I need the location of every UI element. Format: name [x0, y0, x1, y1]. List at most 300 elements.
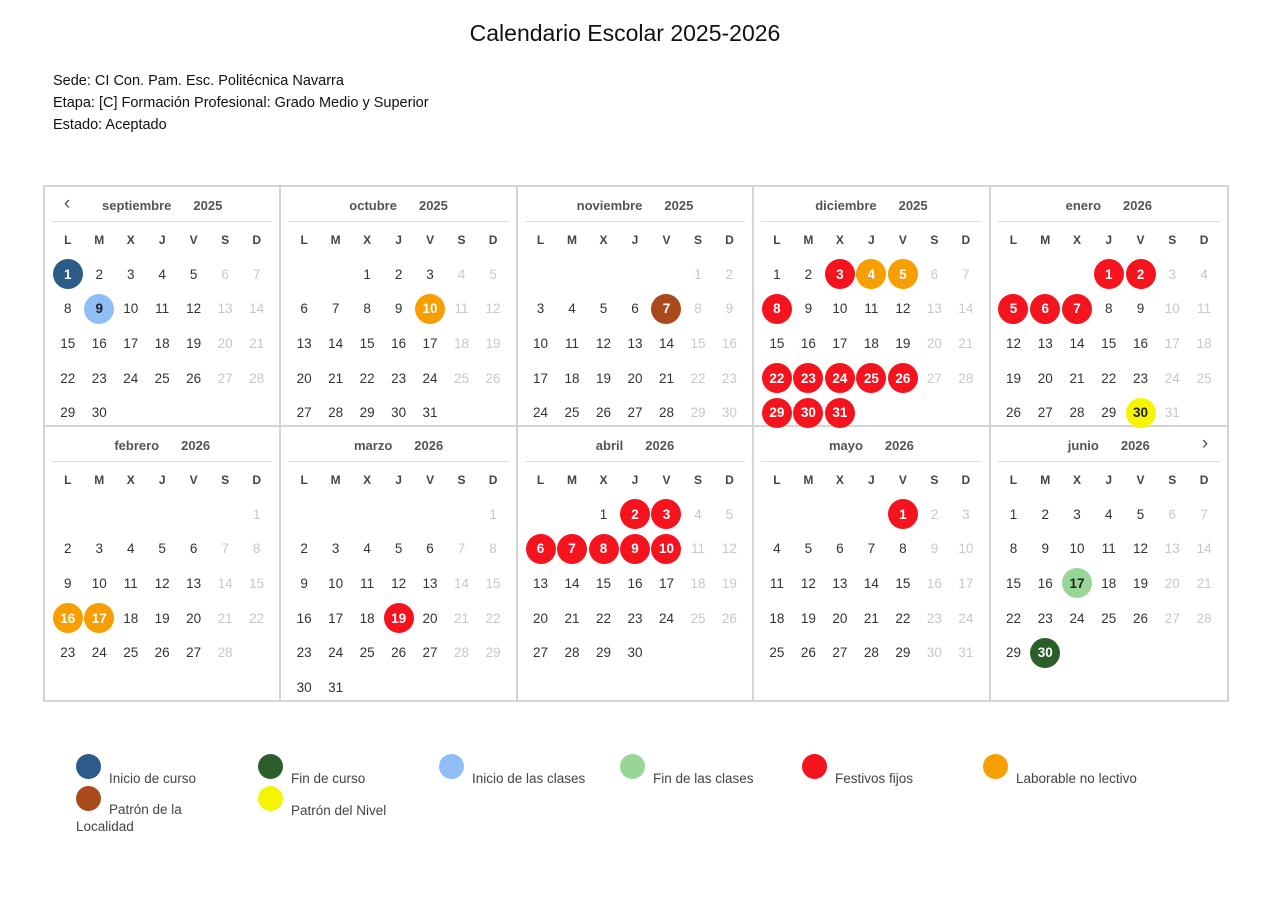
day-cell[interactable] — [115, 635, 146, 670]
day-cell[interactable] — [761, 635, 792, 670]
day-cell[interactable] — [1188, 257, 1220, 292]
day-cell[interactable] — [209, 601, 240, 636]
day-cell[interactable] — [1029, 395, 1061, 430]
day-cell[interactable] — [83, 292, 114, 327]
day-cell[interactable] — [146, 566, 177, 601]
day-cell[interactable] — [351, 601, 382, 636]
day-cell[interactable] — [414, 532, 445, 567]
day-cell[interactable] — [1188, 532, 1220, 567]
day-cell[interactable] — [950, 532, 981, 567]
day-cell[interactable] — [146, 257, 177, 292]
day-cell[interactable] — [998, 395, 1030, 430]
day-cell[interactable] — [446, 566, 477, 601]
day-cell[interactable] — [414, 395, 445, 430]
day-cell[interactable] — [241, 326, 272, 361]
day-cell[interactable] — [761, 601, 792, 636]
day-cell[interactable] — [619, 566, 650, 601]
day-cell[interactable] — [619, 635, 650, 670]
day-cell[interactable] — [178, 566, 209, 601]
day-cell[interactable] — [288, 566, 319, 601]
day-cell[interactable] — [919, 326, 950, 361]
day-cell[interactable] — [146, 361, 177, 396]
day-cell[interactable] — [1093, 257, 1125, 292]
prev-month-icon[interactable]: ‹ — [63, 193, 71, 214]
day-cell[interactable] — [446, 257, 477, 292]
day-cell[interactable] — [320, 361, 351, 396]
day-cell[interactable] — [1125, 497, 1157, 532]
day-cell[interactable] — [556, 361, 587, 396]
day-cell[interactable] — [824, 361, 855, 396]
day-cell[interactable] — [619, 326, 650, 361]
day-cell[interactable] — [793, 635, 824, 670]
day-cell[interactable] — [887, 497, 918, 532]
day-cell[interactable] — [115, 361, 146, 396]
day-cell[interactable] — [414, 566, 445, 601]
day-cell[interactable] — [241, 292, 272, 327]
day-cell[interactable] — [714, 497, 745, 532]
day-cell[interactable] — [856, 292, 887, 327]
day-cell[interactable] — [682, 395, 713, 430]
day-cell[interactable] — [1029, 292, 1061, 327]
day-cell[interactable] — [919, 292, 950, 327]
day-cell[interactable] — [178, 292, 209, 327]
day-cell[interactable] — [887, 292, 918, 327]
day-cell[interactable] — [288, 532, 319, 567]
day-cell[interactable] — [887, 257, 918, 292]
day-cell[interactable] — [887, 601, 918, 636]
day-cell[interactable] — [115, 292, 146, 327]
day-cell[interactable] — [288, 395, 319, 430]
day-cell[interactable] — [998, 497, 1030, 532]
day-cell[interactable] — [477, 566, 508, 601]
day-cell[interactable] — [115, 326, 146, 361]
day-cell[interactable] — [383, 326, 414, 361]
day-cell[interactable] — [714, 601, 745, 636]
day-cell[interactable] — [477, 326, 508, 361]
day-cell[interactable] — [856, 257, 887, 292]
day-cell[interactable] — [824, 635, 855, 670]
day-cell[interactable] — [1156, 601, 1188, 636]
day-cell[interactable] — [1125, 566, 1157, 601]
day-cell[interactable] — [588, 292, 619, 327]
day-cell[interactable] — [1188, 326, 1220, 361]
day-cell[interactable] — [414, 257, 445, 292]
day-cell[interactable] — [556, 395, 587, 430]
day-cell[interactable] — [588, 395, 619, 430]
day-cell[interactable] — [115, 566, 146, 601]
day-cell[interactable] — [619, 361, 650, 396]
day-cell[interactable] — [52, 395, 83, 430]
day-cell[interactable] — [887, 326, 918, 361]
day-cell[interactable] — [1061, 566, 1093, 601]
day-cell[interactable] — [446, 326, 477, 361]
day-cell[interactable] — [146, 532, 177, 567]
day-cell[interactable] — [351, 532, 382, 567]
day-cell[interactable] — [414, 292, 445, 327]
day-cell[interactable] — [1156, 497, 1188, 532]
day-cell[interactable] — [1188, 292, 1220, 327]
day-cell[interactable] — [477, 257, 508, 292]
day-cell[interactable] — [209, 292, 240, 327]
day-cell[interactable] — [651, 361, 682, 396]
day-cell[interactable] — [793, 532, 824, 567]
day-cell[interactable] — [320, 395, 351, 430]
day-cell[interactable] — [83, 601, 114, 636]
day-cell[interactable] — [1156, 257, 1188, 292]
day-cell[interactable] — [1061, 292, 1093, 327]
day-cell[interactable] — [1093, 361, 1125, 396]
day-cell[interactable] — [1061, 497, 1093, 532]
day-cell[interactable] — [320, 326, 351, 361]
day-cell[interactable] — [446, 361, 477, 396]
day-cell[interactable] — [1156, 566, 1188, 601]
day-cell[interactable] — [525, 635, 556, 670]
day-cell[interactable] — [588, 326, 619, 361]
day-cell[interactable] — [588, 532, 619, 567]
day-cell[interactable] — [919, 601, 950, 636]
day-cell[interactable] — [446, 635, 477, 670]
day-cell[interactable] — [1188, 601, 1220, 636]
day-cell[interactable] — [1093, 497, 1125, 532]
day-cell[interactable] — [320, 566, 351, 601]
day-cell[interactable] — [209, 635, 240, 670]
day-cell[interactable] — [115, 601, 146, 636]
day-cell[interactable] — [682, 257, 713, 292]
day-cell[interactable] — [83, 361, 114, 396]
day-cell[interactable] — [1029, 497, 1061, 532]
day-cell[interactable] — [525, 292, 556, 327]
day-cell[interactable] — [288, 635, 319, 670]
day-cell[interactable] — [761, 326, 792, 361]
day-cell[interactable] — [588, 635, 619, 670]
day-cell[interactable] — [525, 361, 556, 396]
day-cell[interactable] — [1093, 532, 1125, 567]
day-cell[interactable] — [146, 601, 177, 636]
day-cell[interactable] — [1061, 601, 1093, 636]
day-cell[interactable] — [1029, 635, 1061, 670]
day-cell[interactable] — [320, 670, 351, 705]
day-cell[interactable] — [178, 601, 209, 636]
day-cell[interactable] — [52, 635, 83, 670]
day-cell[interactable] — [651, 326, 682, 361]
day-cell[interactable] — [178, 532, 209, 567]
day-cell[interactable] — [477, 361, 508, 396]
day-cell[interactable] — [241, 497, 272, 532]
next-month-icon[interactable]: › — [1201, 433, 1209, 454]
day-cell[interactable] — [824, 601, 855, 636]
day-cell[interactable] — [950, 635, 981, 670]
day-cell[interactable] — [824, 326, 855, 361]
day-cell[interactable] — [793, 257, 824, 292]
day-cell[interactable] — [824, 566, 855, 601]
day-cell[interactable] — [351, 395, 382, 430]
day-cell[interactable] — [383, 292, 414, 327]
day-cell[interactable] — [998, 532, 1030, 567]
day-cell[interactable] — [887, 361, 918, 396]
day-cell[interactable] — [682, 566, 713, 601]
day-cell[interactable] — [178, 326, 209, 361]
day-cell[interactable] — [383, 361, 414, 396]
day-cell[interactable] — [383, 395, 414, 430]
day-cell[interactable] — [351, 257, 382, 292]
day-cell[interactable] — [651, 395, 682, 430]
day-cell[interactable] — [856, 532, 887, 567]
day-cell[interactable] — [446, 292, 477, 327]
day-cell[interactable] — [793, 601, 824, 636]
day-cell[interactable] — [1156, 326, 1188, 361]
day-cell[interactable] — [824, 532, 855, 567]
day-cell[interactable] — [919, 257, 950, 292]
day-cell[interactable] — [793, 361, 824, 396]
day-cell[interactable] — [919, 635, 950, 670]
day-cell[interactable] — [320, 532, 351, 567]
day-cell[interactable] — [1156, 395, 1188, 430]
day-cell[interactable] — [761, 566, 792, 601]
day-cell[interactable] — [651, 601, 682, 636]
day-cell[interactable] — [1125, 361, 1157, 396]
day-cell[interactable] — [619, 601, 650, 636]
day-cell[interactable] — [1156, 292, 1188, 327]
day-cell[interactable] — [761, 395, 792, 430]
day-cell[interactable] — [1061, 326, 1093, 361]
day-cell[interactable] — [856, 326, 887, 361]
day-cell[interactable] — [146, 326, 177, 361]
day-cell[interactable] — [525, 566, 556, 601]
day-cell[interactable] — [793, 566, 824, 601]
day-cell[interactable] — [83, 257, 114, 292]
day-cell[interactable] — [241, 361, 272, 396]
day-cell[interactable] — [887, 532, 918, 567]
day-cell[interactable] — [1156, 361, 1188, 396]
day-cell[interactable] — [320, 292, 351, 327]
day-cell[interactable] — [919, 532, 950, 567]
day-cell[interactable] — [178, 257, 209, 292]
day-cell[interactable] — [619, 292, 650, 327]
day-cell[interactable] — [1188, 566, 1220, 601]
day-cell[interactable] — [351, 361, 382, 396]
day-cell[interactable] — [714, 532, 745, 567]
day-cell[interactable] — [241, 532, 272, 567]
day-cell[interactable] — [525, 326, 556, 361]
day-cell[interactable] — [477, 635, 508, 670]
day-cell[interactable] — [998, 326, 1030, 361]
day-cell[interactable] — [588, 361, 619, 396]
day-cell[interactable] — [320, 635, 351, 670]
day-cell[interactable] — [950, 326, 981, 361]
day-cell[interactable] — [414, 601, 445, 636]
day-cell[interactable] — [588, 497, 619, 532]
day-cell[interactable] — [241, 257, 272, 292]
day-cell[interactable] — [115, 532, 146, 567]
day-cell[interactable] — [824, 257, 855, 292]
day-cell[interactable] — [714, 257, 745, 292]
day-cell[interactable] — [351, 635, 382, 670]
day-cell[interactable] — [1188, 497, 1220, 532]
day-cell[interactable] — [209, 361, 240, 396]
day-cell[interactable] — [761, 292, 792, 327]
day-cell[interactable] — [83, 326, 114, 361]
day-cell[interactable] — [525, 395, 556, 430]
day-cell[interactable] — [52, 361, 83, 396]
day-cell[interactable] — [588, 566, 619, 601]
day-cell[interactable] — [414, 635, 445, 670]
day-cell[interactable] — [83, 566, 114, 601]
day-cell[interactable] — [1125, 395, 1157, 430]
day-cell[interactable] — [52, 566, 83, 601]
day-cell[interactable] — [351, 326, 382, 361]
day-cell[interactable] — [556, 292, 587, 327]
day-cell[interactable] — [682, 361, 713, 396]
day-cell[interactable] — [950, 257, 981, 292]
day-cell[interactable] — [383, 257, 414, 292]
day-cell[interactable] — [209, 566, 240, 601]
day-cell[interactable] — [714, 292, 745, 327]
day-cell[interactable] — [52, 326, 83, 361]
day-cell[interactable] — [446, 532, 477, 567]
day-cell[interactable] — [52, 601, 83, 636]
day-cell[interactable] — [351, 292, 382, 327]
day-cell[interactable] — [288, 670, 319, 705]
day-cell[interactable] — [919, 361, 950, 396]
day-cell[interactable] — [146, 292, 177, 327]
day-cell[interactable] — [950, 292, 981, 327]
day-cell[interactable] — [950, 566, 981, 601]
day-cell[interactable] — [178, 361, 209, 396]
day-cell[interactable] — [1029, 566, 1061, 601]
day-cell[interactable] — [998, 292, 1030, 327]
day-cell[interactable] — [682, 497, 713, 532]
day-cell[interactable] — [619, 497, 650, 532]
day-cell[interactable] — [998, 361, 1030, 396]
day-cell[interactable] — [146, 635, 177, 670]
day-cell[interactable] — [1061, 532, 1093, 567]
day-cell[interactable] — [793, 292, 824, 327]
day-cell[interactable] — [383, 532, 414, 567]
day-cell[interactable] — [793, 395, 824, 430]
day-cell[interactable] — [824, 292, 855, 327]
day-cell[interactable] — [761, 257, 792, 292]
day-cell[interactable] — [288, 361, 319, 396]
day-cell[interactable] — [1093, 601, 1125, 636]
day-cell[interactable] — [998, 566, 1030, 601]
day-cell[interactable] — [682, 292, 713, 327]
day-cell[interactable] — [83, 635, 114, 670]
day-cell[interactable] — [1125, 257, 1157, 292]
day-cell[interactable] — [1125, 292, 1157, 327]
day-cell[interactable] — [1061, 361, 1093, 396]
day-cell[interactable] — [288, 326, 319, 361]
day-cell[interactable] — [619, 395, 650, 430]
day-cell[interactable] — [1093, 326, 1125, 361]
day-cell[interactable] — [887, 566, 918, 601]
day-cell[interactable] — [178, 635, 209, 670]
day-cell[interactable] — [477, 601, 508, 636]
day-cell[interactable] — [477, 292, 508, 327]
day-cell[interactable] — [950, 601, 981, 636]
day-cell[interactable] — [856, 601, 887, 636]
day-cell[interactable] — [1156, 532, 1188, 567]
day-cell[interactable] — [1029, 361, 1061, 396]
day-cell[interactable] — [714, 361, 745, 396]
day-cell[interactable] — [414, 361, 445, 396]
day-cell[interactable] — [761, 361, 792, 396]
day-cell[interactable] — [1125, 601, 1157, 636]
day-cell[interactable] — [241, 566, 272, 601]
day-cell[interactable] — [477, 497, 508, 532]
day-cell[interactable] — [1029, 601, 1061, 636]
day-cell[interactable] — [52, 292, 83, 327]
day-cell[interactable] — [288, 292, 319, 327]
day-cell[interactable] — [682, 326, 713, 361]
day-cell[interactable] — [919, 497, 950, 532]
day-cell[interactable] — [556, 635, 587, 670]
day-cell[interactable] — [714, 566, 745, 601]
day-cell[interactable] — [241, 601, 272, 636]
day-cell[interactable] — [477, 532, 508, 567]
day-cell[interactable] — [383, 566, 414, 601]
day-cell[interactable] — [1029, 326, 1061, 361]
day-cell[interactable] — [682, 532, 713, 567]
day-cell[interactable] — [793, 326, 824, 361]
day-cell[interactable] — [651, 566, 682, 601]
day-cell[interactable] — [1125, 532, 1157, 567]
day-cell[interactable] — [288, 601, 319, 636]
day-cell[interactable] — [651, 532, 682, 567]
day-cell[interactable] — [414, 326, 445, 361]
day-cell[interactable] — [83, 532, 114, 567]
day-cell[interactable] — [651, 292, 682, 327]
day-cell[interactable] — [919, 566, 950, 601]
day-cell[interactable] — [651, 497, 682, 532]
day-cell[interactable] — [52, 532, 83, 567]
day-cell[interactable] — [824, 395, 855, 430]
day-cell[interactable] — [856, 361, 887, 396]
day-cell[interactable] — [998, 601, 1030, 636]
day-cell[interactable] — [1093, 292, 1125, 327]
day-cell[interactable] — [856, 566, 887, 601]
day-cell[interactable] — [950, 361, 981, 396]
day-cell[interactable] — [446, 601, 477, 636]
day-cell[interactable] — [714, 395, 745, 430]
day-cell[interactable] — [588, 601, 619, 636]
day-cell[interactable] — [1029, 532, 1061, 567]
day-cell[interactable] — [1061, 395, 1093, 430]
day-cell[interactable] — [383, 601, 414, 636]
day-cell[interactable] — [209, 257, 240, 292]
day-cell[interactable] — [1125, 326, 1157, 361]
day-cell[interactable] — [1093, 395, 1125, 430]
day-cell[interactable] — [320, 601, 351, 636]
day-cell[interactable] — [556, 326, 587, 361]
day-cell[interactable] — [619, 532, 650, 567]
day-cell[interactable] — [115, 257, 146, 292]
day-cell[interactable] — [682, 601, 713, 636]
day-cell[interactable] — [998, 635, 1030, 670]
day-cell[interactable] — [556, 566, 587, 601]
day-cell[interactable] — [525, 532, 556, 567]
day-cell[interactable] — [856, 635, 887, 670]
day-cell[interactable] — [1093, 566, 1125, 601]
day-cell[interactable] — [1188, 361, 1220, 396]
day-cell[interactable] — [83, 395, 114, 430]
day-cell[interactable] — [209, 532, 240, 567]
day-cell[interactable] — [556, 601, 587, 636]
day-cell[interactable] — [761, 532, 792, 567]
day-cell[interactable] — [52, 257, 83, 292]
day-cell[interactable] — [556, 532, 587, 567]
day-cell[interactable] — [383, 635, 414, 670]
day-cell[interactable] — [209, 326, 240, 361]
